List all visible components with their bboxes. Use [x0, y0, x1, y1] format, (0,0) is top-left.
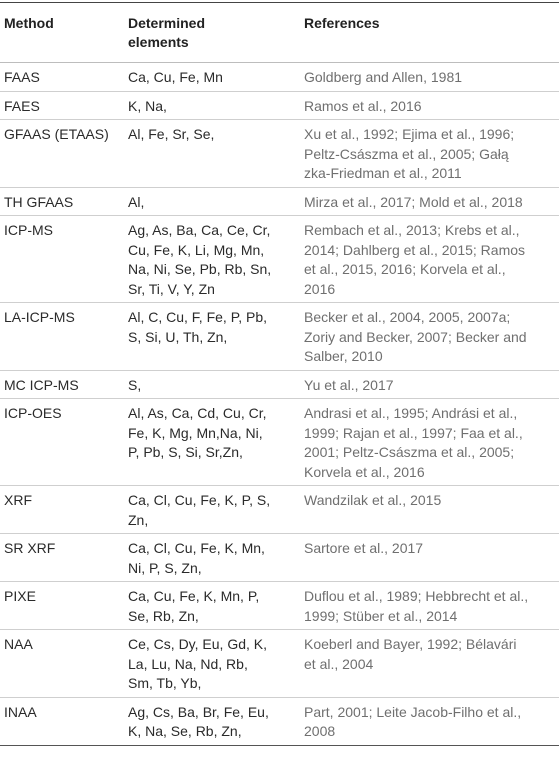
- references-cell: Xu et al., 1992; Ejima et al., 1996; Peltz-Császma et al., 2005; Gałą zka-Friedman et al., 2011: [304, 126, 515, 181]
- elements-cell: S,: [128, 376, 142, 393]
- method-cell: FAES: [4, 97, 40, 114]
- method-cell: XRF: [4, 492, 32, 508]
- table-row: [0, 120, 559, 188]
- header-row: [0, 3, 559, 63]
- table-row: [0, 63, 559, 92]
- methods-table: [0, 2, 559, 746]
- method-cell: ICP-OES: [4, 405, 62, 421]
- elements-cell: Ag, Cs, Ba, Br, Fe, Eu, K, Na, Se, Rb, Zn,: [128, 703, 269, 739]
- table-header: [0, 3, 559, 63]
- method-cell: PIXE: [4, 588, 36, 604]
- table-body: [0, 63, 559, 746]
- table-row: [0, 582, 559, 630]
- table-row: [0, 486, 559, 534]
- references-cell: Wandzilak et al., 2015: [304, 492, 442, 508]
- elements-cell: Ca, Cl, Cu, Fe, K, P, S, Zn,: [128, 492, 271, 528]
- header-method: Method: [4, 15, 54, 31]
- method-cell: ICP-MS: [4, 222, 53, 238]
- elements-cell: Ca, Cu, Fe, Mn: [128, 69, 223, 85]
- references-cell: Goldberg and Allen, 1981: [304, 69, 463, 85]
- table-row: [0, 399, 559, 486]
- method-cell: LA-ICP-MS: [4, 309, 75, 325]
- references-cell: Ramos et al., 2016: [304, 97, 422, 114]
- header-references: References: [304, 15, 380, 31]
- references-cell: Sartore et al., 2017: [304, 540, 424, 556]
- elements-cell: Ce, Cs, Dy, Eu, Gd, K, La, Lu, Na, Nd, Rb, Sm, Tb, Yb,: [128, 636, 268, 691]
- table-row: [0, 370, 559, 399]
- table-row: [0, 187, 559, 216]
- elements-cell: Ag, As, Ba, Ca, Ce, Cr, Cu, Fe, K, Li, Mg, Mn, Na, Ni, Se, Pb, Rb, Sn, Sr, Ti, V, Y, Zn: [128, 222, 272, 297]
- method-cell: GFAAS (ETAAS): [4, 126, 109, 142]
- table-row: [0, 630, 559, 698]
- table-row: [0, 697, 559, 745]
- elements-cell: Al,: [128, 193, 145, 210]
- references-cell: Duflou et al., 1989; Hebbrecht et al., 1999; Stüber et al., 2014: [304, 588, 529, 624]
- header-elements: Determined elements: [128, 15, 206, 50]
- table-row: [0, 91, 559, 120]
- method-cell: MC ICP-MS: [4, 376, 79, 393]
- elements-cell: K, Na,: [128, 97, 167, 114]
- elements-cell: Ca, Cl, Cu, Fe, K, Mn, Ni, P, S, Zn,: [128, 540, 265, 576]
- method-cell: SR XRF: [4, 540, 56, 556]
- table-row: [0, 216, 559, 303]
- method-cell: TH GFAAS: [4, 193, 74, 210]
- elements-cell: Al, As, Ca, Cd, Cu, Cr, Fe, K, Mg, Mn,Na, Ni, P, Pb, S, Si, Sr,Zn,: [128, 405, 267, 460]
- references-cell: Becker et al., 2004, 2005, 2007a; Zoriy and Becker, 2007; Becker and Salber, 2010: [304, 309, 527, 364]
- references-cell: Part, 2001; Leite Jacob-Filho et al., 2008: [304, 703, 522, 739]
- table-row: [0, 534, 559, 582]
- method-cell: INAA: [4, 703, 37, 720]
- elements-cell: Al, Fe, Sr, Se,: [128, 126, 215, 142]
- references-cell: Rembach et al., 2013; Krebs et al., 2014; Dahlberg et al., 2015; Ramos et al., 2015, 2016; Korvela et al., 2016: [304, 222, 526, 297]
- elements-cell: Al, C, Cu, F, Fe, P, Pb, S, Si, U, Th, Zn,: [128, 309, 268, 345]
- references-cell: Mirza et al., 2017; Mold et al., 2018: [304, 193, 523, 210]
- elements-cell: Ca, Cu, Fe, K, Mn, P, Se, Rb, Zn,: [128, 588, 260, 624]
- references-cell: Yu et al., 2017: [304, 376, 394, 393]
- method-cell: FAAS: [4, 69, 40, 85]
- references-cell: Andrasi et al., 1995; Andrási et al., 1999; Rajan et al., 1997; Faa et al., 2001; Peltz-Császma et al., 2005; Korvela et al., 2016: [304, 405, 523, 480]
- table-row: [0, 303, 559, 371]
- references-cell: Koeberl and Bayer, 1992; Bélavári et al., 2004: [304, 636, 517, 672]
- method-cell: NAA: [4, 636, 33, 652]
